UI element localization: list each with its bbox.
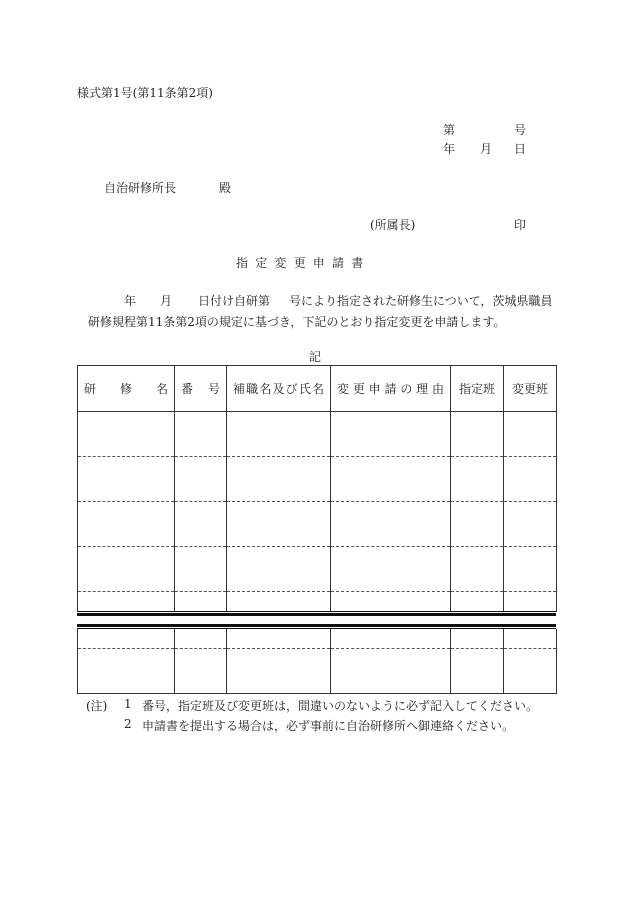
table-row	[78, 502, 557, 547]
body-year: 年	[124, 294, 137, 308]
table-row	[78, 457, 557, 502]
table-row	[78, 629, 557, 649]
header-position-name: 補職名及び氏名	[227, 366, 331, 412]
ki-label: 記	[309, 350, 322, 364]
note-number: 2	[124, 717, 132, 731]
doc-number-go: 号	[514, 123, 527, 137]
separator-line	[77, 611, 556, 612]
date-day: 日	[514, 142, 527, 156]
table-row	[78, 649, 557, 694]
sender-label: (所属長)	[370, 218, 416, 232]
note-text: 番号，指定班及び変更班は，間違いのないように必ず記入してください。	[142, 699, 539, 713]
addressee-name: 自治研修所長	[104, 181, 177, 195]
note-text: 申請書を提出する場合は，必ず事前に自治研修所へ御連絡ください。	[142, 719, 515, 733]
header-reason: 変更申請の理由	[331, 366, 451, 412]
date-month: 月	[480, 142, 493, 156]
date-year: 年	[443, 142, 456, 156]
table-row	[78, 412, 557, 457]
application-table-lower	[77, 629, 557, 694]
body-line1-b: 号により指定された研修生について，茨城県職員	[289, 294, 553, 308]
header-changed-group: 変更班	[504, 366, 557, 412]
header-assigned-group: 指定班	[451, 366, 504, 412]
addressee-honorific: 殿	[219, 181, 232, 195]
notes-prefix: (注)	[86, 699, 108, 713]
body-line2: 研修規程第11条第2項の規定に基づき，下記のとおり指定変更を申請します。	[88, 315, 506, 329]
body-month: 月	[160, 294, 173, 308]
application-table	[77, 365, 557, 612]
separator-line	[77, 624, 556, 627]
table-row	[78, 592, 557, 613]
table-header-row	[78, 366, 557, 412]
body-line1-a: 日付け自研第	[198, 294, 271, 308]
note-number: 1	[124, 697, 132, 711]
doc-number-dai: 第	[443, 123, 456, 137]
table-row	[78, 547, 557, 592]
form-number: 様式第1号(第11条第2項)	[77, 86, 213, 100]
document-title: 指定変更申請書	[236, 256, 371, 270]
seal-mark: 印	[514, 218, 527, 232]
header-course-name: 研 修 名	[78, 366, 175, 412]
header-number: 番 号	[175, 366, 227, 412]
separator-line	[77, 613, 556, 616]
